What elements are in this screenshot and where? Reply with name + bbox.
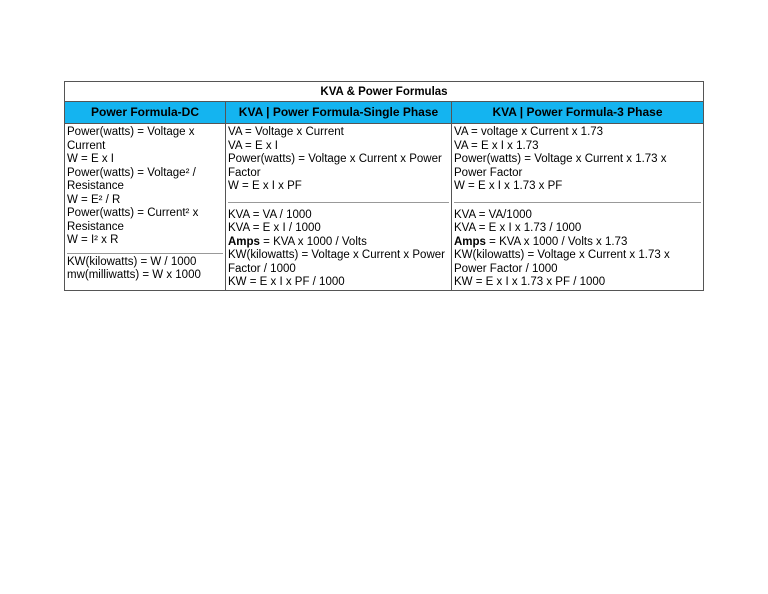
formula-line: KVA = VA/1000 <box>454 208 532 221</box>
formula-line: Power(watts) = Voltage x <box>67 126 195 138</box>
dc-formulas <box>65 124 225 248</box>
cell-single-phase <box>226 124 452 290</box>
formula-line: Power(watts) = Voltage x Current x 1.73 x <box>454 153 667 165</box>
dc-conversions <box>65 254 225 283</box>
formula-line: KVA = VA / 1000 <box>228 208 312 221</box>
formula-line: VA = E x I x 1.73 <box>454 139 539 152</box>
cell-dc <box>65 124 226 290</box>
amps-label: Amps <box>228 235 260 248</box>
formula-table <box>64 81 704 291</box>
formula-line: Power(watts) = Voltage x Current x Power <box>228 153 442 165</box>
three-phase-formulas <box>452 124 703 194</box>
single-phase-formulas <box>226 124 451 194</box>
formula-line: Factor / 1000 <box>228 262 296 275</box>
formula-line: KW(kilowatts) = W / 1000 <box>67 255 197 268</box>
header-3-phase: KVA | Power Formula-3 Phase <box>452 102 703 123</box>
formula-line: Amps = KVA x 1000 / Volts <box>228 235 367 248</box>
formula-line: KVA = E x I / 1000 <box>228 222 321 234</box>
formula-line: KW(kilowatts) = Voltage x Current x 1.73 x <box>454 249 670 261</box>
formula-line: W = E² / R <box>67 193 121 206</box>
formula-line: KW = E x I x 1.73 x PF / 1000 <box>454 276 606 288</box>
formula-line: Power Factor / 1000 <box>454 262 558 275</box>
body-row <box>65 124 703 290</box>
formula-line: VA = Voltage x Current <box>228 126 344 138</box>
formula-line: Amps = KVA x 1000 / Volts x 1.73 <box>454 235 628 248</box>
header-dc: Power Formula-DC <box>65 102 226 123</box>
formula-line: W = E x I x 1.73 x PF <box>454 180 563 192</box>
table-title: KVA & Power Formulas <box>65 82 703 102</box>
three-phase-kva <box>452 203 703 290</box>
formula-line: Power Factor <box>454 166 523 179</box>
formula-line: Resistance <box>67 180 124 192</box>
formula-line: KW = E x I x PF / 1000 <box>228 276 345 288</box>
formula-line: Resistance <box>67 220 124 233</box>
amps-label: Amps <box>454 235 486 248</box>
header-row <box>65 102 703 124</box>
header-single-phase: KVA | Power Formula-Single Phase <box>226 102 452 123</box>
formula-line: W = E x I <box>67 153 114 165</box>
amps-formula: KVA x 1000 / Volts x 1.73 <box>499 235 628 248</box>
formula-line: VA = E x I <box>228 139 278 152</box>
formula-line: Power(watts) = Current² x <box>67 207 199 219</box>
formula-line: mw(milliwatts) = W x 1000 <box>67 269 201 281</box>
single-phase-kva <box>226 203 451 290</box>
formula-line: Power(watts) = Voltage² / <box>67 166 196 179</box>
cell-3-phase <box>452 124 703 290</box>
formula-line: VA = voltage x Current x 1.73 <box>454 126 604 138</box>
formula-line: KVA = E x I x 1.73 / 1000 <box>454 222 582 234</box>
formula-line: KW(kilowatts) = Voltage x Current x Power <box>228 249 445 261</box>
formula-line: Current <box>67 139 106 152</box>
formula-line: W = E x I x PF <box>228 180 302 192</box>
formula-line: W = I² x R <box>67 234 119 246</box>
amps-formula: KVA x 1000 / Volts <box>273 235 367 248</box>
formula-line: Factor <box>228 166 261 179</box>
